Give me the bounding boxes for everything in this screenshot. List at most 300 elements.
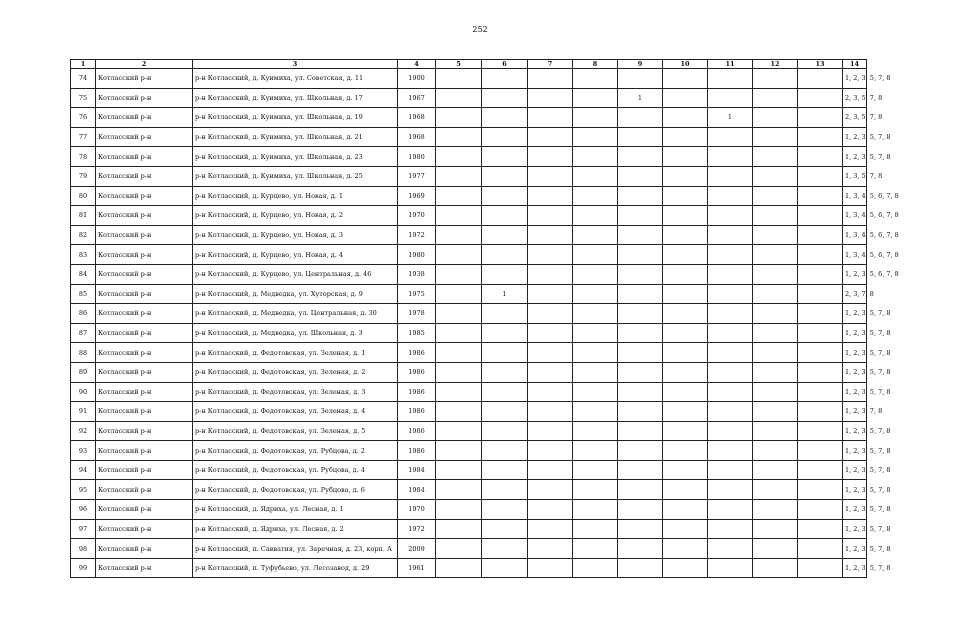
district-cell: Котласский р-н <box>96 206 193 226</box>
district-cell: Котласский р-н <box>96 519 193 539</box>
table-row <box>71 323 867 343</box>
row-number-cell: 86 <box>71 304 96 324</box>
column-header-6: 6 <box>482 60 528 69</box>
col8-cell <box>573 166 618 186</box>
district-cell: Котласский р-н <box>96 402 193 422</box>
col8-cell <box>573 480 618 500</box>
col6-cell <box>482 519 528 539</box>
col11-cell <box>708 245 753 265</box>
col13-cell <box>798 284 843 304</box>
col9-cell <box>618 382 663 402</box>
col8-cell <box>573 206 618 226</box>
col10-cell <box>663 88 708 108</box>
col11-cell: 1 <box>708 108 753 128</box>
col10-cell <box>663 460 708 480</box>
col10-cell <box>663 127 708 147</box>
col13-cell <box>798 108 843 128</box>
col13-cell <box>798 402 843 422</box>
col7-cell <box>528 304 573 324</box>
col13-cell <box>798 323 843 343</box>
table-row <box>71 480 867 500</box>
row-number-cell: 84 <box>71 264 96 284</box>
col9-cell <box>618 304 663 324</box>
col8-cell <box>573 264 618 284</box>
col6-cell <box>482 304 528 324</box>
column-header-7: 7 <box>528 60 573 69</box>
address-cell: р-н Котласский, д. Куимиха, ул. Советская, д. 11 <box>193 69 398 89</box>
row-number-cell: 95 <box>71 480 96 500</box>
table-row <box>71 69 867 89</box>
col13-cell <box>798 225 843 245</box>
address-cell: р-н Котласский, д. Курцево, ул. Центральная, д. 46 <box>193 264 398 284</box>
col12-cell <box>753 69 798 89</box>
col9-cell <box>618 166 663 186</box>
col6-cell <box>482 460 528 480</box>
col12-cell <box>753 402 798 422</box>
col6-cell <box>482 88 528 108</box>
col13-cell <box>798 539 843 559</box>
col13-cell <box>798 186 843 206</box>
col7-cell <box>528 460 573 480</box>
district-cell: Котласский р-н <box>96 382 193 402</box>
col10-cell <box>663 323 708 343</box>
address-cell: р-н Котласский, д. Федотовская, ул. Зеленая, д. 4 <box>193 402 398 422</box>
col13-cell <box>798 519 843 539</box>
table-row <box>71 147 867 167</box>
col11-cell <box>708 402 753 422</box>
district-cell: Котласский р-н <box>96 343 193 363</box>
col7-cell <box>528 284 573 304</box>
col6-cell <box>482 402 528 422</box>
col5-cell <box>436 539 482 559</box>
codes-cell: 1, 2, 3, 5, 7, 8 <box>843 362 867 382</box>
col9-cell <box>618 323 663 343</box>
col12-cell <box>753 382 798 402</box>
col5-cell <box>436 402 482 422</box>
row-number-cell: 92 <box>71 421 96 441</box>
col9-cell <box>618 480 663 500</box>
codes-cell: 1, 2, 3, 5, 7, 8 <box>843 323 867 343</box>
column-header-12: 12 <box>753 60 798 69</box>
codes-cell: 2, 3, 5, 7, 8 <box>843 88 867 108</box>
col9-cell <box>618 343 663 363</box>
row-number-cell: 82 <box>71 225 96 245</box>
col9-cell <box>618 127 663 147</box>
year-cell: 1967 <box>398 88 436 108</box>
row-number-cell: 80 <box>71 186 96 206</box>
col13-cell <box>798 147 843 167</box>
col13-cell <box>798 264 843 284</box>
table-row <box>71 539 867 559</box>
col13-cell <box>798 441 843 461</box>
year-cell: 1975 <box>398 284 436 304</box>
col12-cell <box>753 421 798 441</box>
year-cell: 1978 <box>398 304 436 324</box>
col6-cell <box>482 166 528 186</box>
table-row <box>71 108 867 128</box>
codes-cell: 1, 3, 5, 7, 8 <box>843 166 867 186</box>
col5-cell <box>436 343 482 363</box>
row-number-cell: 78 <box>71 147 96 167</box>
year-cell: 1986 <box>398 382 436 402</box>
col6-cell <box>482 323 528 343</box>
table-row <box>71 245 867 265</box>
col9-cell <box>618 441 663 461</box>
address-cell: р-н Котласский, д. Куимиха, ул. Школьная, д. 19 <box>193 108 398 128</box>
district-cell: Котласский р-н <box>96 166 193 186</box>
col5-cell <box>436 441 482 461</box>
col12-cell <box>753 441 798 461</box>
col7-cell <box>528 382 573 402</box>
column-header-13: 13 <box>798 60 843 69</box>
col13-cell <box>798 166 843 186</box>
col13-cell <box>798 245 843 265</box>
column-header-3: 3 <box>193 60 398 69</box>
district-cell: Котласский р-н <box>96 304 193 324</box>
address-cell: р-н Котласский, д. Куимиха, ул. Школьная, д. 21 <box>193 127 398 147</box>
address-cell: р-н Котласский, д. Курцево, ул. Новая, д. 1 <box>193 186 398 206</box>
codes-cell: 2, 3, 7, 8 <box>843 284 867 304</box>
district-cell: Котласский р-н <box>96 480 193 500</box>
col12-cell <box>753 539 798 559</box>
col12-cell <box>753 88 798 108</box>
col11-cell <box>708 264 753 284</box>
col9-cell <box>618 500 663 520</box>
codes-cell: 1, 2, 3, 5, 7, 8 <box>843 69 867 89</box>
col6-cell <box>482 539 528 559</box>
col12-cell <box>753 304 798 324</box>
col7-cell <box>528 421 573 441</box>
col12-cell <box>753 284 798 304</box>
col11-cell <box>708 166 753 186</box>
year-cell: 1986 <box>398 421 436 441</box>
housing-register-table <box>70 59 899 578</box>
col8-cell <box>573 441 618 461</box>
col10-cell <box>663 480 708 500</box>
col9-cell <box>618 206 663 226</box>
col6-cell <box>482 382 528 402</box>
col7-cell <box>528 500 573 520</box>
district-cell: Котласский р-н <box>96 108 193 128</box>
col8-cell <box>573 225 618 245</box>
col5-cell <box>436 88 482 108</box>
row-number-cell: 79 <box>71 166 96 186</box>
col5-cell <box>436 323 482 343</box>
col11-cell <box>708 362 753 382</box>
col10-cell <box>663 186 708 206</box>
col12-cell <box>753 323 798 343</box>
col9-cell <box>618 421 663 441</box>
year-cell: 1969 <box>398 186 436 206</box>
col12-cell <box>753 343 798 363</box>
col6-cell <box>482 225 528 245</box>
col7-cell <box>528 539 573 559</box>
year-cell: 1961 <box>398 558 436 578</box>
col10-cell <box>663 304 708 324</box>
codes-cell: 1, 2, 3, 5, 7, 8 <box>843 480 867 500</box>
address-cell: р-н Котласский, д. Куимиха, ул. Школьная, д. 25 <box>193 166 398 186</box>
col8-cell <box>573 88 618 108</box>
col12-cell <box>753 500 798 520</box>
column-header-1: 1 <box>71 60 96 69</box>
col9-cell <box>618 362 663 382</box>
col12-cell <box>753 519 798 539</box>
district-cell: Котласский р-н <box>96 421 193 441</box>
codes-cell: 1, 3, 4, 5, 6, 7, 8 <box>843 186 867 206</box>
col11-cell <box>708 500 753 520</box>
codes-cell: 1, 3, 4, 5, 6, 7, 8 <box>843 245 867 265</box>
col8-cell <box>573 186 618 206</box>
address-cell: р-н Котласский, п. Туфубьево, ул. Лесозавод, д. 29 <box>193 558 398 578</box>
col11-cell <box>708 343 753 363</box>
col11-cell <box>708 127 753 147</box>
row-number-cell: 93 <box>71 441 96 461</box>
table-body <box>71 69 899 578</box>
table-row <box>71 558 867 578</box>
year-cell: 1972 <box>398 519 436 539</box>
address-cell: р-н Котласский, д. Курцево, ул. Новая, д. 2 <box>193 206 398 226</box>
col13-cell <box>798 304 843 324</box>
row-number-cell: 99 <box>71 558 96 578</box>
col6-cell <box>482 264 528 284</box>
year-cell: 1985 <box>398 323 436 343</box>
codes-cell: 1, 2, 3, 5, 7, 8 <box>843 343 867 363</box>
col11-cell <box>708 69 753 89</box>
district-cell: Котласский р-н <box>96 186 193 206</box>
col5-cell <box>436 304 482 324</box>
col12-cell <box>753 147 798 167</box>
col9-cell <box>618 108 663 128</box>
col11-cell <box>708 323 753 343</box>
district-cell: Котласский р-н <box>96 147 193 167</box>
year-cell: 1938 <box>398 264 436 284</box>
col8-cell <box>573 147 618 167</box>
col9-cell <box>618 402 663 422</box>
col11-cell <box>708 186 753 206</box>
row-number-cell: 89 <box>71 362 96 382</box>
col13-cell <box>798 206 843 226</box>
col10-cell <box>663 519 708 539</box>
table-row <box>71 166 867 186</box>
district-cell: Котласский р-н <box>96 284 193 304</box>
col6-cell <box>482 245 528 265</box>
col5-cell <box>436 382 482 402</box>
col10-cell <box>663 362 708 382</box>
col8-cell <box>573 69 618 89</box>
year-cell: 2009 <box>398 539 436 559</box>
address-cell: р-н Котласский, д. Медведка, ул. Центральная, д. 30 <box>193 304 398 324</box>
year-cell: 1968 <box>398 127 436 147</box>
col13-cell <box>798 88 843 108</box>
col5-cell <box>436 225 482 245</box>
column-header-4: 4 <box>398 60 436 69</box>
col5-cell <box>436 127 482 147</box>
col7-cell <box>528 558 573 578</box>
col11-cell <box>708 88 753 108</box>
col13-cell <box>798 382 843 402</box>
year-cell: 1970 <box>398 500 436 520</box>
col7-cell <box>528 343 573 363</box>
year-cell: 1986 <box>398 343 436 363</box>
col13-cell <box>798 362 843 382</box>
col11-cell <box>708 304 753 324</box>
col9-cell <box>618 245 663 265</box>
col9-cell <box>618 284 663 304</box>
table-row <box>71 127 867 147</box>
address-cell: р-н Котласский, д. Федотовская, ул. Зеленая, д. 1 <box>193 343 398 363</box>
district-cell: Котласский р-н <box>96 245 193 265</box>
col7-cell <box>528 264 573 284</box>
col10-cell <box>663 343 708 363</box>
codes-cell: 2, 3, 5, 7, 8 <box>843 108 867 128</box>
year-cell: 1986 <box>398 402 436 422</box>
table-row <box>71 304 867 324</box>
col8-cell <box>573 558 618 578</box>
codes-cell: 1, 2, 3, 5, 7, 8 <box>843 382 867 402</box>
col10-cell <box>663 225 708 245</box>
codes-cell: 1, 2, 3, 7, 8 <box>843 402 867 422</box>
col9-cell <box>618 186 663 206</box>
address-cell: р-н Котласский, д. Куимиха, ул. Школьная, д. 17 <box>193 88 398 108</box>
col13-cell <box>798 421 843 441</box>
codes-cell: 1, 3, 4, 5, 6, 7, 8 <box>843 225 867 245</box>
col5-cell <box>436 264 482 284</box>
row-number-cell: 87 <box>71 323 96 343</box>
table-row <box>71 343 867 363</box>
address-cell: р-н Котласский, д. Ядриха, ул. Лесная, д. 1 <box>193 500 398 520</box>
codes-cell: 1, 2, 3, 5, 7, 8 <box>843 441 867 461</box>
row-number-cell: 75 <box>71 88 96 108</box>
district-cell: Котласский р-н <box>96 362 193 382</box>
address-cell: р-н Котласский, д. Федотовская, ул. Рубцова, д. 6 <box>193 480 398 500</box>
row-number-cell: 97 <box>71 519 96 539</box>
col10-cell <box>663 206 708 226</box>
row-number-cell: 90 <box>71 382 96 402</box>
col5-cell <box>436 108 482 128</box>
col5-cell <box>436 460 482 480</box>
col6-cell <box>482 421 528 441</box>
column-header-11: 11 <box>708 60 753 69</box>
col8-cell <box>573 421 618 441</box>
row-number-cell: 81 <box>71 206 96 226</box>
header-row <box>71 60 867 69</box>
col5-cell <box>436 421 482 441</box>
col5-cell <box>436 558 482 578</box>
col5-cell <box>436 519 482 539</box>
col7-cell <box>528 69 573 89</box>
address-cell: р-н Котласский, д. Федотовская, ул. Зеленая, д. 5 <box>193 421 398 441</box>
col7-cell <box>528 147 573 167</box>
col7-cell <box>528 362 573 382</box>
district-cell: Котласский р-н <box>96 88 193 108</box>
col10-cell <box>663 264 708 284</box>
codes-cell: 1, 2, 3, 5, 7, 8 <box>843 421 867 441</box>
address-cell: р-н Котласский, д. Федотовская, ул. Зеленая, д. 2 <box>193 362 398 382</box>
col8-cell <box>573 284 618 304</box>
col5-cell <box>436 69 482 89</box>
col10-cell <box>663 147 708 167</box>
table-row <box>71 284 867 304</box>
col6-cell <box>482 343 528 363</box>
col8-cell <box>573 382 618 402</box>
codes-cell: 1, 2, 3, 5, 7, 8 <box>843 147 867 167</box>
table-row <box>71 441 867 461</box>
col5-cell <box>436 206 482 226</box>
column-header-8: 8 <box>573 60 618 69</box>
col11-cell <box>708 382 753 402</box>
column-header-10: 10 <box>663 60 708 69</box>
table-row <box>71 264 867 284</box>
col9-cell <box>618 460 663 480</box>
col5-cell <box>436 245 482 265</box>
year-cell: 1972 <box>398 225 436 245</box>
row-number-cell: 91 <box>71 402 96 422</box>
row-number-cell: 94 <box>71 460 96 480</box>
col12-cell <box>753 558 798 578</box>
col10-cell <box>663 500 708 520</box>
col13-cell <box>798 343 843 363</box>
row-number-cell: 98 <box>71 539 96 559</box>
col8-cell <box>573 245 618 265</box>
col6-cell <box>482 558 528 578</box>
col11-cell <box>708 441 753 461</box>
col11-cell <box>708 206 753 226</box>
col11-cell <box>708 225 753 245</box>
district-cell: Котласский р-н <box>96 69 193 89</box>
col8-cell <box>573 304 618 324</box>
col12-cell <box>753 362 798 382</box>
col5-cell <box>436 362 482 382</box>
codes-cell: 1, 2, 3, 5, 7, 8 <box>843 460 867 480</box>
year-cell: 1984 <box>398 480 436 500</box>
table-row <box>71 382 867 402</box>
col7-cell <box>528 206 573 226</box>
district-cell: Котласский р-н <box>96 441 193 461</box>
col11-cell <box>708 519 753 539</box>
col6-cell <box>482 500 528 520</box>
col12-cell <box>753 108 798 128</box>
col12-cell <box>753 264 798 284</box>
col13-cell <box>798 69 843 89</box>
col11-cell <box>708 147 753 167</box>
col7-cell <box>528 480 573 500</box>
col5-cell <box>436 480 482 500</box>
table-row <box>71 362 867 382</box>
column-header-14: 14 <box>843 60 867 69</box>
address-cell: р-н Котласский, д. Куимиха, ул. Школьная, д. 23 <box>193 147 398 167</box>
column-header-5: 5 <box>436 60 482 69</box>
col9-cell <box>618 69 663 89</box>
district-cell: Котласский р-н <box>96 225 193 245</box>
col10-cell <box>663 284 708 304</box>
address-cell: р-н Котласский, д. Федотовская, ул. Зеленая, д. 3 <box>193 382 398 402</box>
table-row <box>71 225 867 245</box>
col10-cell <box>663 166 708 186</box>
district-cell: Котласский р-н <box>96 264 193 284</box>
col13-cell <box>798 480 843 500</box>
row-number-cell: 77 <box>71 127 96 147</box>
codes-cell: 1, 2, 3, 5, 7, 8 <box>843 127 867 147</box>
codes-cell: 1, 3, 4, 5, 6, 7, 8 <box>843 206 867 226</box>
col6-cell <box>482 147 528 167</box>
col9-cell <box>618 558 663 578</box>
col8-cell <box>573 460 618 480</box>
codes-cell: 1, 2, 3, 5, 7, 8 <box>843 519 867 539</box>
col11-cell <box>708 460 753 480</box>
year-cell: 1984 <box>398 460 436 480</box>
col9-cell <box>618 264 663 284</box>
col7-cell <box>528 108 573 128</box>
